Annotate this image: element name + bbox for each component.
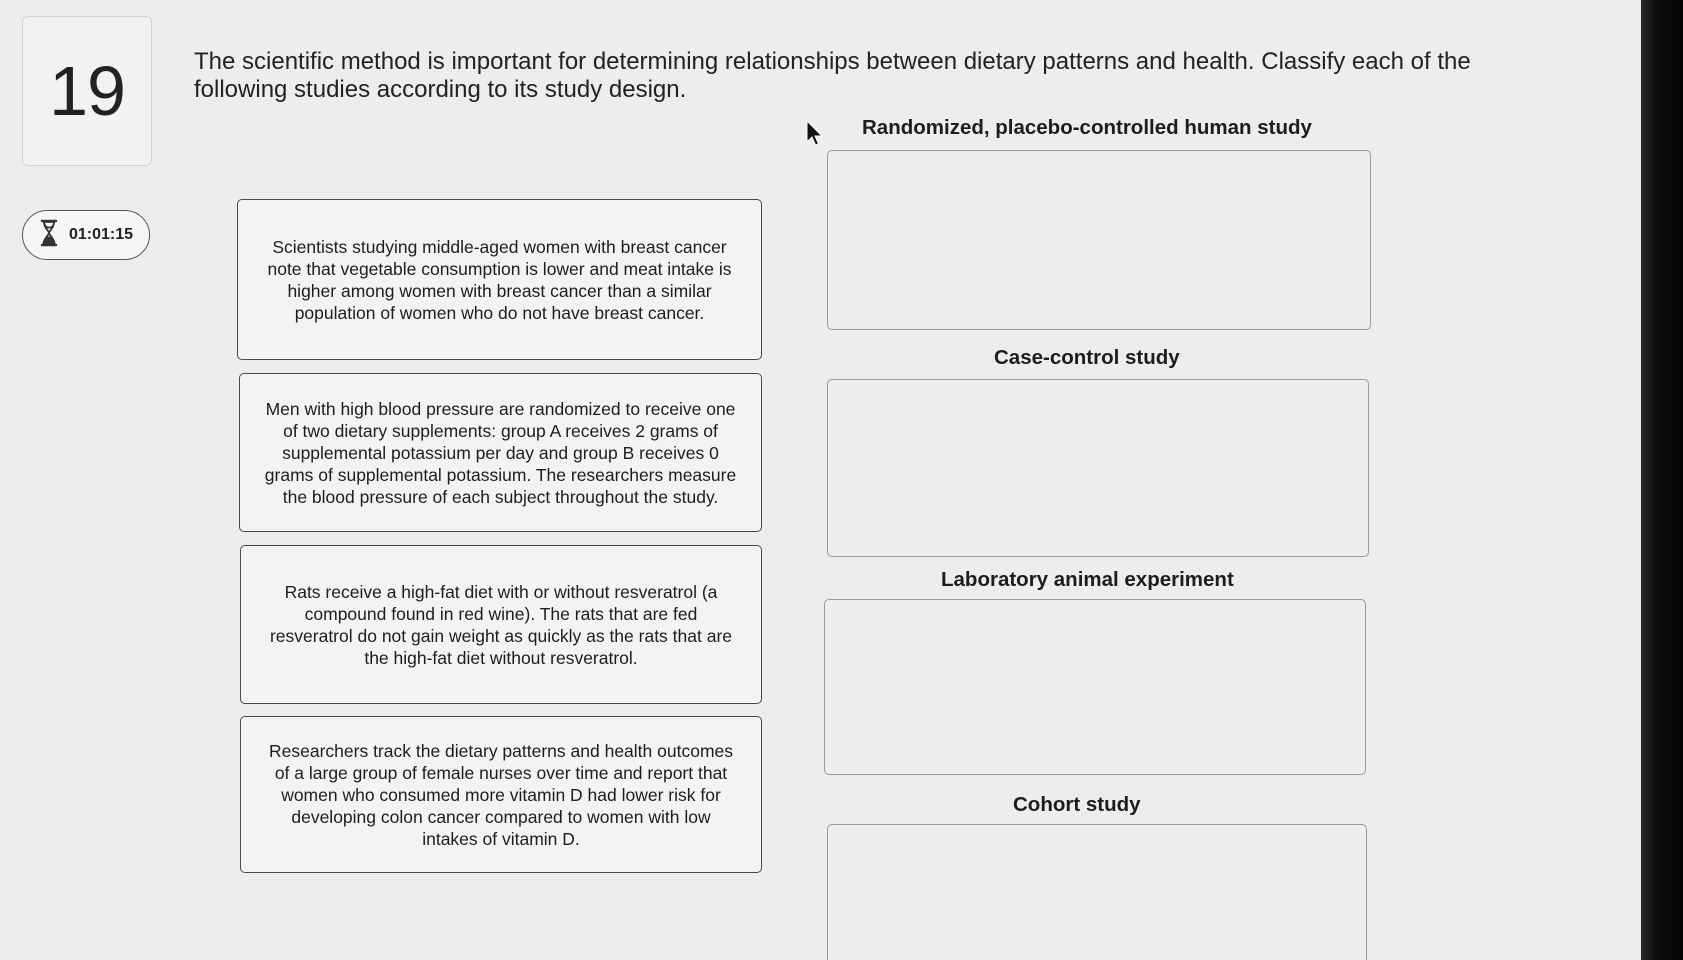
category-label-animal: Laboratory animal experiment: [941, 568, 1234, 591]
question-number: 19: [49, 52, 125, 130]
study-card-nurses-cohort[interactable]: [240, 716, 762, 873]
timer-value: 01:01:15: [68, 226, 134, 243]
drop-zone-animal[interactable]: [824, 599, 1366, 775]
drop-zone-case-control[interactable]: [827, 379, 1369, 557]
category-label-cohort: Cohort study: [1013, 793, 1141, 816]
study-card-potassium-trial[interactable]: [239, 373, 762, 532]
question-prompt: The scientific method is important for determining relationships between dietary patterns and health. Classify each of the following studies according to its study design.: [194, 48, 1471, 103]
study-card-text: Scientists studying middle-aged women with breast cancer note that vegetable consumption is lower and meat intake is higher among women with breast cancer than a similar population of women who do not have breast cancer.: [267, 236, 732, 323]
study-card-case-control[interactable]: [237, 199, 762, 360]
drop-zone-cohort[interactable]: [827, 824, 1367, 960]
mouse-cursor-icon: [806, 120, 824, 148]
category-label-randomized: Randomized, placebo-controlled human study: [862, 116, 1312, 139]
drop-zone-randomized[interactable]: [827, 150, 1371, 330]
hourglass-icon: [39, 219, 59, 252]
study-card-text: Men with high blood pressure are randomized to receive one of two dietary supplements: group A receives 2 grams of supplemental potassium per day and group B receives 0 grams of supplemental potassium. The researchers measure the blood pressure of each subject throughout the study.: [264, 398, 737, 507]
category-label-case-control: Case-control study: [994, 346, 1180, 369]
timer: [22, 210, 150, 260]
study-card-text: Researchers track the dietary patterns and health outcomes of a large group of female nurses over time and report that women who consumed more vitamin D had lower risk for developing colon cancer compared to women with low intakes of vitamin D.: [269, 740, 733, 849]
monitor-bezel: [1641, 0, 1683, 960]
study-card-text: Rats receive a high-fat diet with or without resveratrol (a compound found in red wine). The rats that are fed resveratrol do not gain weight as quickly as the rats that are the high-fat diet without resveratrol.: [269, 581, 733, 668]
study-card-rats[interactable]: [240, 545, 762, 704]
question-number-box: [22, 16, 152, 166]
